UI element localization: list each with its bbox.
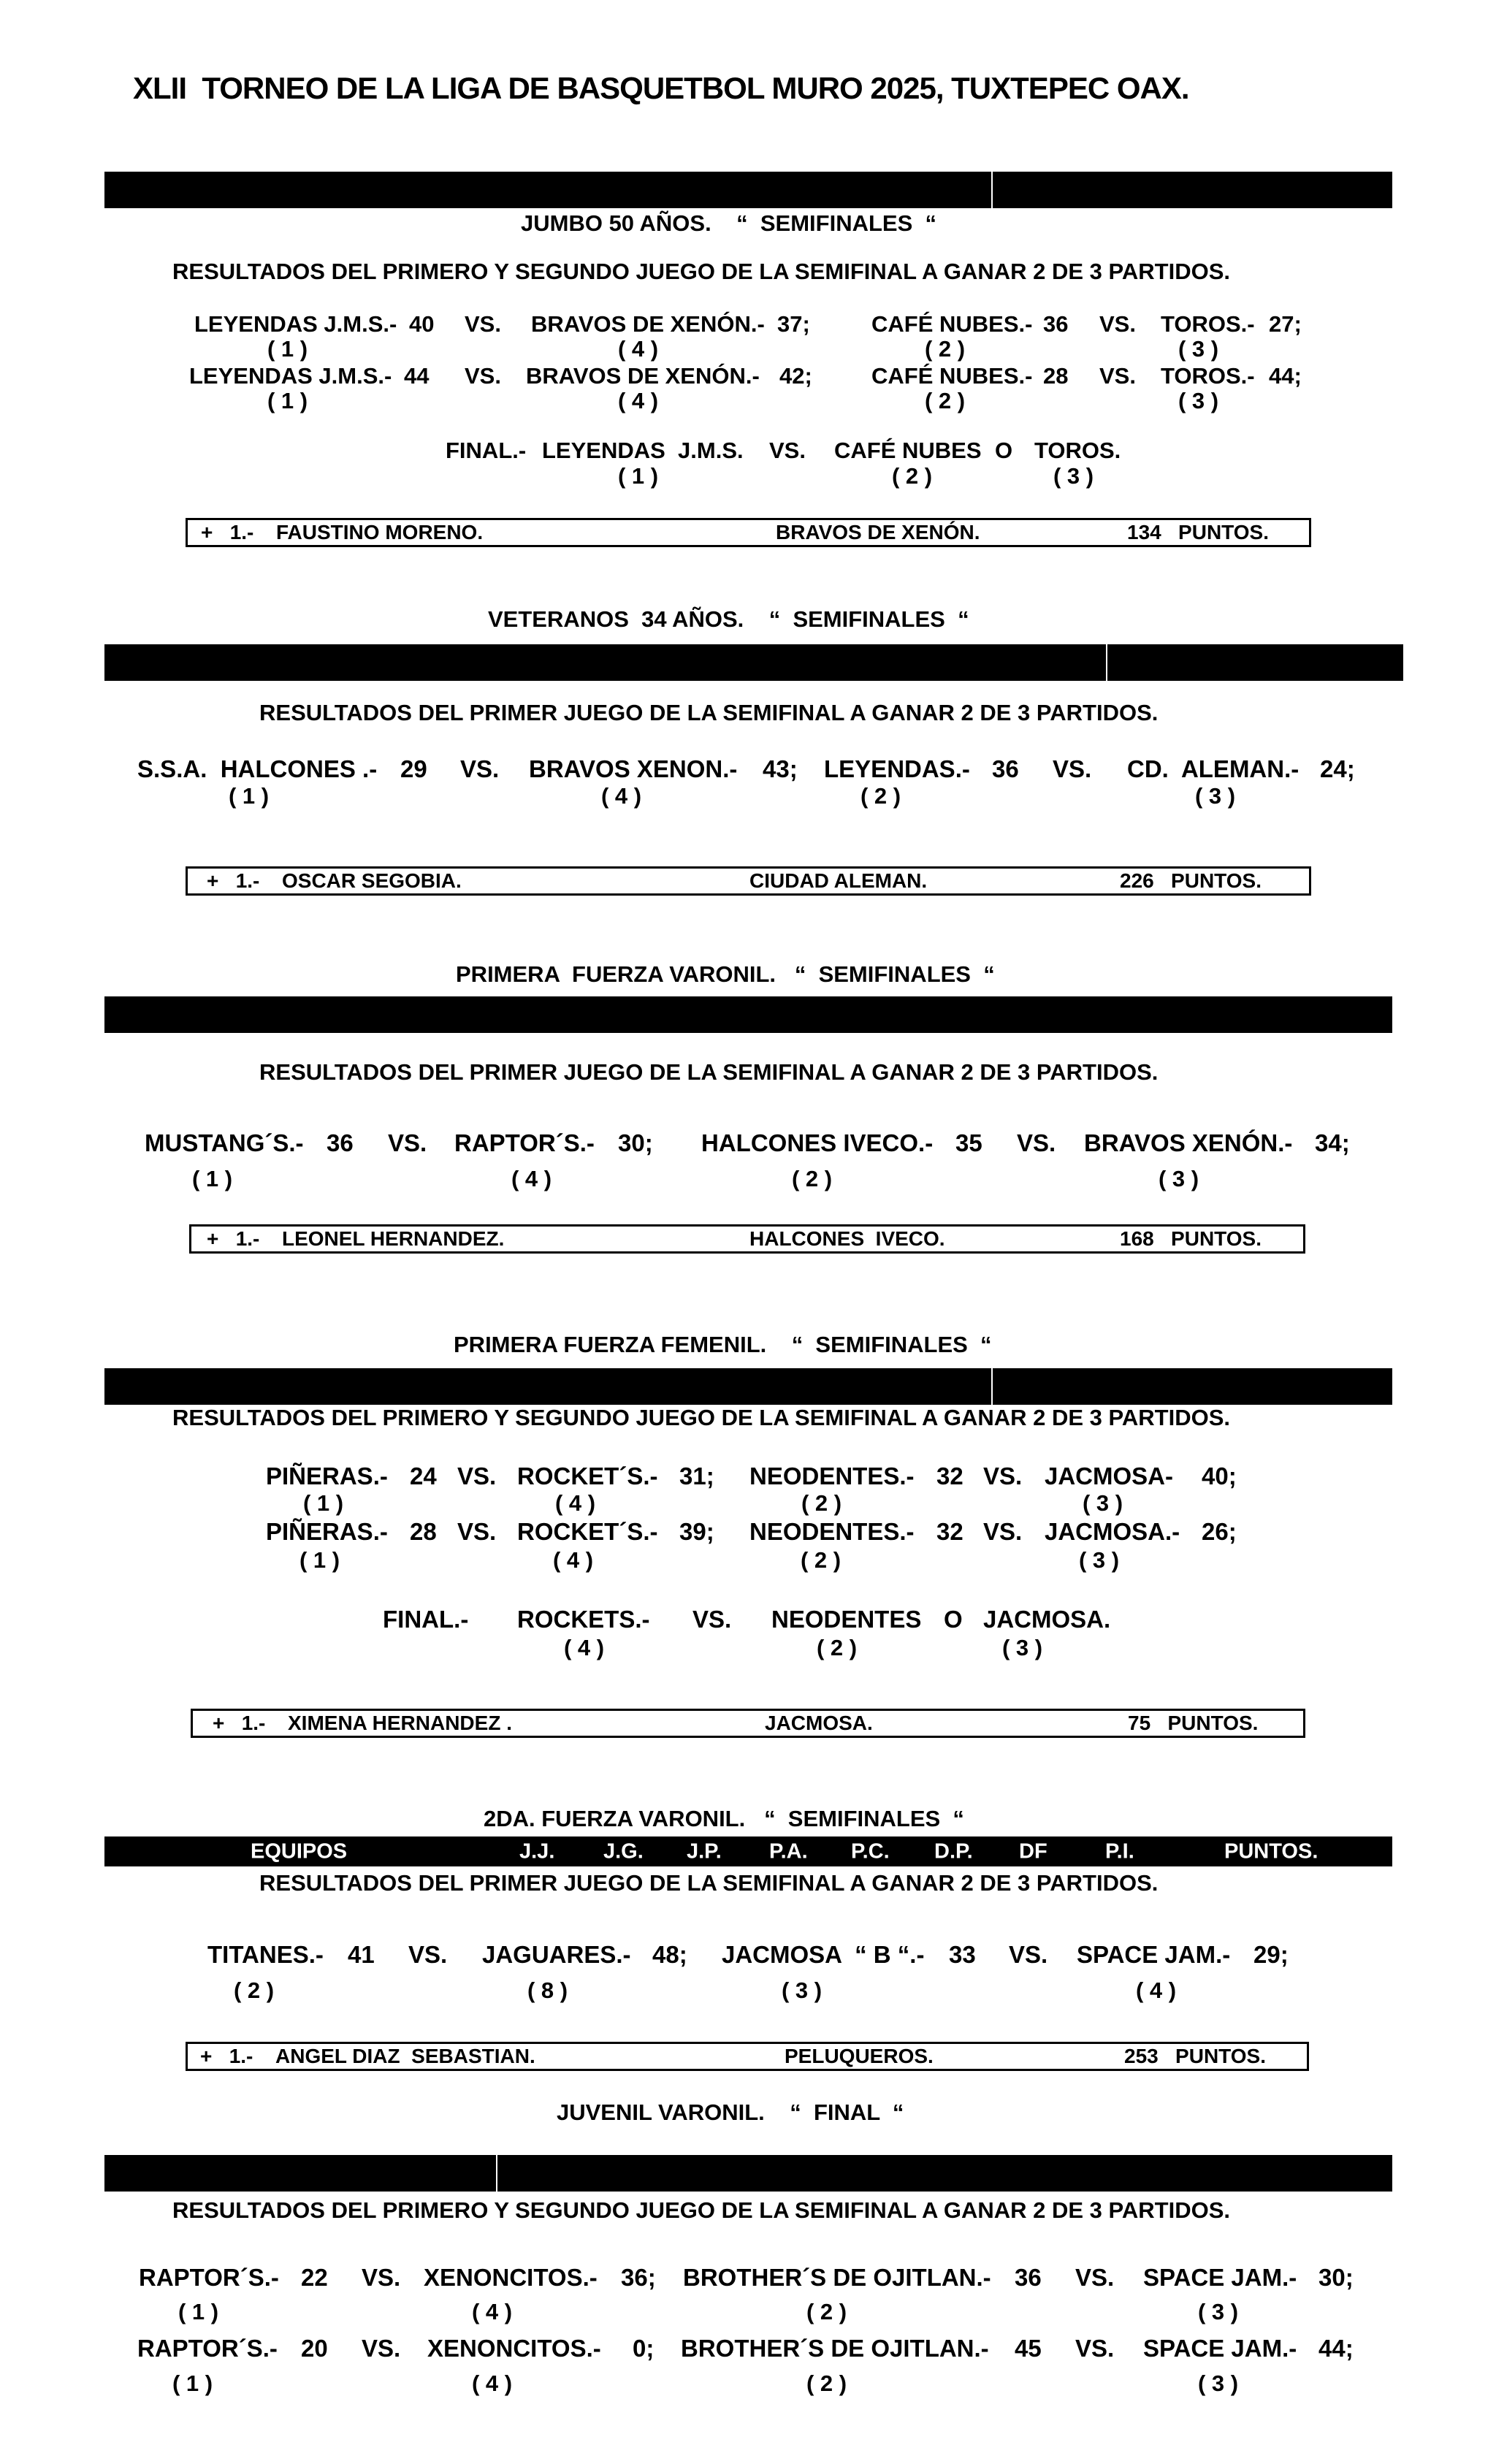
seed-label: ( 2 )	[860, 783, 901, 809]
column-header: DF	[1019, 1839, 1047, 1863]
seed-label: ( 3 )	[1002, 1635, 1043, 1660]
team-name: JACMOSA “ B “.-	[722, 1941, 925, 1968]
seed-label: ( 3 )	[782, 1977, 823, 2003]
seed-label: ( 1 )	[618, 463, 659, 489]
team-name: LEYENDAS J.M.S.	[542, 438, 744, 463]
team-name: CAFÉ NUBES	[834, 438, 982, 463]
team-name: SPACE JAM.-	[1143, 2335, 1297, 2362]
results-note: RESULTADOS DEL PRIMER JUEGO DE LA SEMIFINAL A GANAR 2 DE 3 PARTIDOS.	[259, 1059, 1159, 1085]
score: 40	[409, 311, 435, 337]
vs-label: VS.	[1099, 311, 1136, 337]
team-name: BROTHER´S DE OJITLAN.-	[681, 2335, 989, 2362]
scorer-rank: + 1.-	[213, 1712, 266, 1734]
team-name: CAFÉ NUBES.-	[871, 311, 1033, 337]
team-name: BRAVOS XENON.-	[529, 755, 738, 782]
team-name: S.S.A. HALCONES .-	[137, 755, 378, 782]
score: 22	[301, 2264, 328, 2291]
seed-label: ( 3 )	[1198, 2370, 1239, 2396]
team-name: SPACE JAM.-	[1143, 2264, 1297, 2291]
scorer-name: LEONEL HERNANDEZ.	[282, 1227, 505, 1250]
vs-label: VS.	[983, 1518, 1023, 1545]
score: 36;	[621, 2264, 656, 2291]
table-header-bar	[104, 996, 1392, 1033]
score: 45	[1015, 2335, 1042, 2362]
column-header: P.C.	[851, 1839, 890, 1863]
score: 35	[955, 1129, 982, 1156]
seed-label: ( 3 )	[1053, 463, 1094, 489]
seed-label: ( 2 )	[806, 2299, 847, 2324]
score: 36	[1043, 311, 1069, 337]
team-name: HALCONES IVECO.-	[701, 1129, 934, 1156]
or-label: O	[944, 1606, 963, 1633]
scorer-rank: + 1.-	[207, 869, 260, 892]
team-name: MUSTANG´S.-	[145, 1129, 304, 1156]
seed-label: ( 4 )	[1136, 1977, 1177, 2003]
seed-label: ( 1 )	[192, 1166, 233, 1191]
seed-label: ( 4 )	[564, 1635, 605, 1660]
team-name: BRAVOS DE XENÓN.-	[531, 311, 765, 337]
results-note: RESULTADOS DEL PRIMER JUEGO DE LA SEMIFINAL A GANAR 2 DE 3 PARTIDOS.	[259, 1870, 1159, 1896]
page-title: XLII TORNEO DE LA LIGA DE BASQUETBOL MURO 2025, TUXTEPEC OAX.	[133, 71, 1189, 105]
vs-label: VS.	[457, 1518, 497, 1545]
category-header: PRIMERA FUERZA FEMENIL. “ SEMIFINALES “	[454, 1332, 992, 1357]
top-scorer-box	[186, 2042, 1309, 2071]
team-name: PIÑERAS.-	[266, 1462, 388, 1490]
vs-label: VS.	[983, 1462, 1023, 1490]
column-header: EQUIPOS	[251, 1839, 348, 1863]
scorer-points: 168 PUNTOS.	[1120, 1227, 1262, 1250]
seed-label: ( 4 )	[618, 336, 659, 362]
results-note: RESULTADOS DEL PRIMERO Y SEGUNDO JUEGO DE LA SEMIFINAL A GANAR 2 DE 3 PARTIDOS.	[172, 2197, 1230, 2223]
table-header-bar	[104, 172, 1392, 208]
seed-label: ( 2 )	[234, 1977, 275, 2003]
vs-label: VS.	[769, 438, 806, 463]
vs-label: VS.	[460, 755, 500, 782]
seed-label: ( 2 )	[817, 1635, 858, 1660]
team-name: SPACE JAM.-	[1077, 1941, 1231, 1968]
seed-label: ( 1 )	[267, 388, 308, 413]
seed-label: ( 4 )	[618, 388, 659, 413]
seed-label: ( 3 )	[1178, 388, 1219, 413]
score: 33	[949, 1941, 976, 1968]
score: 20	[301, 2335, 328, 2362]
team-name: TOROS.-	[1161, 311, 1255, 337]
score: 44;	[1318, 2335, 1354, 2362]
seed-label: ( 2 )	[925, 388, 966, 413]
scorer-team: CIUDAD ALEMAN.	[749, 869, 928, 892]
score: 0;	[633, 2335, 654, 2362]
score: 40;	[1202, 1462, 1237, 1490]
vs-label: VS.	[362, 2264, 401, 2291]
score: 24	[410, 1462, 437, 1490]
seed-label: ( 4 )	[511, 1166, 552, 1191]
seed-label: ( 1 )	[299, 1547, 340, 1573]
vs-label: VS.	[408, 1941, 448, 1968]
column-header: P.I.	[1105, 1839, 1134, 1863]
score: 36	[992, 755, 1019, 782]
seed-label: ( 3 )	[1083, 1490, 1123, 1516]
seed-label: ( 1 )	[229, 783, 270, 809]
score: 42;	[779, 363, 812, 389]
results-note: RESULTADOS DEL PRIMER JUEGO DE LA SEMIFINAL A GANAR 2 DE 3 PARTIDOS.	[259, 700, 1159, 725]
team-name: NEODENTES	[771, 1606, 922, 1633]
final-label: FINAL.-	[383, 1606, 469, 1633]
team-name: XENONCITOS.-	[424, 2264, 598, 2291]
results-note: RESULTADOS DEL PRIMERO Y SEGUNDO JUEGO DE LA SEMIFINAL A GANAR 2 DE 3 PARTIDOS.	[172, 1405, 1230, 1430]
seed-label: ( 2 )	[801, 1490, 842, 1516]
score: 30;	[618, 1129, 653, 1156]
team-name: NEODENTES.-	[749, 1462, 915, 1490]
score: 44	[404, 363, 430, 389]
team-name: CAFÉ NUBES.-	[871, 363, 1033, 389]
table-header-bar	[104, 1368, 1392, 1405]
score: 34;	[1315, 1129, 1350, 1156]
score: 29	[400, 755, 427, 782]
score: 36	[1015, 2264, 1042, 2291]
team-name: NEODENTES.-	[749, 1518, 915, 1545]
score: 48;	[652, 1941, 687, 1968]
final-label: FINAL.-	[446, 438, 527, 463]
team-name: PIÑERAS.-	[266, 1518, 388, 1545]
vs-label: VS.	[465, 311, 501, 337]
team-name: JACMOSA.-	[1045, 1518, 1180, 1545]
seed-label: ( 2 )	[801, 1547, 842, 1573]
scorer-points: 226 PUNTOS.	[1120, 869, 1262, 892]
score: 26;	[1202, 1518, 1237, 1545]
results-note: RESULTADOS DEL PRIMERO Y SEGUNDO JUEGO DE LA SEMIFINAL A GANAR 2 DE 3 PARTIDOS.	[172, 259, 1230, 284]
top-scorer-box	[186, 866, 1311, 896]
vs-label: VS.	[1075, 2335, 1115, 2362]
team-name: TITANES.-	[207, 1941, 324, 1968]
vs-label: VS.	[1053, 755, 1092, 782]
seed-label: ( 1 )	[267, 336, 308, 362]
team-name: TOROS.	[1034, 438, 1121, 463]
top-scorer-box	[191, 1709, 1305, 1738]
standings-header-bar	[104, 1836, 1392, 1866]
team-name: JACMOSA.	[983, 1606, 1111, 1633]
vs-label: VS.	[1099, 363, 1136, 389]
seed-label: ( 8 )	[527, 1977, 568, 2003]
score: 30;	[1318, 2264, 1354, 2291]
score: 36	[327, 1129, 354, 1156]
team-name: LEYENDAS J.M.S.-	[194, 311, 397, 337]
seed-label: ( 4 )	[553, 1547, 594, 1573]
seed-label: ( 2 )	[792, 1166, 833, 1191]
scorer-team: BRAVOS DE XENÓN.	[776, 521, 980, 543]
score: 31;	[679, 1462, 714, 1490]
column-header: PUNTOS.	[1224, 1839, 1318, 1863]
column-header: P.A.	[769, 1839, 808, 1863]
score: 39;	[679, 1518, 714, 1545]
top-scorer-box	[189, 1224, 1305, 1254]
team-name: RAPTOR´S.-	[137, 2335, 278, 2362]
table-header-bar	[104, 644, 1403, 681]
seed-label: ( 1 )	[178, 2299, 219, 2324]
or-label: O	[995, 438, 1013, 463]
table-header-bar	[104, 2155, 1392, 2192]
vs-label: VS.	[1017, 1129, 1056, 1156]
team-name: ROCKET´S.-	[517, 1462, 658, 1490]
category-header: JUMBO 50 AÑOS. “ SEMIFINALES “	[521, 210, 936, 236]
score: 43;	[763, 755, 798, 782]
scorer-rank: + 1.-	[201, 521, 254, 543]
scorer-name: ANGEL DIAZ SEBASTIAN.	[275, 2045, 535, 2067]
team-name: RAPTOR´S.-	[454, 1129, 595, 1156]
team-name: ROCKETS.-	[517, 1606, 650, 1633]
score: 37;	[777, 311, 810, 337]
score: 28	[410, 1518, 437, 1545]
vs-label: VS.	[1075, 2264, 1115, 2291]
vs-label: VS.	[362, 2335, 401, 2362]
team-name: ROCKET´S.-	[517, 1518, 658, 1545]
team-name: RAPTOR´S.-	[139, 2264, 279, 2291]
seed-label: ( 3 )	[1198, 2299, 1239, 2324]
scorer-name: XIMENA HERNANDEZ .	[288, 1712, 512, 1734]
seed-label: ( 3 )	[1178, 336, 1219, 362]
team-name: LEYENDAS J.M.S.-	[189, 363, 392, 389]
team-name: JACMOSA-	[1045, 1462, 1174, 1490]
vs-label: VS.	[1009, 1941, 1048, 1968]
seed-label: ( 3 )	[1079, 1547, 1120, 1573]
seed-label: ( 2 )	[925, 336, 966, 362]
column-header: J.G.	[603, 1839, 644, 1863]
scorer-points: 253 PUNTOS.	[1124, 2045, 1267, 2067]
column-header: J.J.	[519, 1839, 555, 1863]
score: 32	[936, 1462, 963, 1490]
score: 24;	[1320, 755, 1355, 782]
scorer-points: 134 PUNTOS.	[1127, 521, 1270, 543]
scorer-rank: + 1.-	[200, 2045, 253, 2067]
seed-label: ( 1 )	[172, 2370, 213, 2396]
vs-label: VS.	[465, 363, 501, 389]
score: 29;	[1253, 1941, 1289, 1968]
seed-label: ( 3 )	[1195, 783, 1236, 809]
category-header: 2DA. FUERZA VARONIL. “ SEMIFINALES “	[484, 1806, 964, 1831]
vs-label: VS.	[388, 1129, 427, 1156]
scorer-team: HALCONES IVECO.	[749, 1227, 945, 1250]
seed-label: ( 1 )	[303, 1490, 344, 1516]
team-name: XENONCITOS.-	[427, 2335, 601, 2362]
seed-label: ( 3 )	[1159, 1166, 1199, 1191]
column-header: J.P.	[687, 1839, 722, 1863]
scorer-team: PELUQUEROS.	[785, 2045, 934, 2067]
team-name: TOROS.-	[1161, 363, 1255, 389]
column-header: D.P.	[934, 1839, 973, 1863]
seed-label: ( 4 )	[555, 1490, 596, 1516]
team-name: BROTHER´S DE OJITLAN.-	[683, 2264, 991, 2291]
seed-label: ( 4 )	[601, 783, 642, 809]
score: 27;	[1269, 311, 1302, 337]
category-header: PRIMERA FUERZA VARONIL. “ SEMIFINALES “	[456, 961, 995, 987]
seed-label: ( 2 )	[892, 463, 933, 489]
team-name: CD. ALEMAN.-	[1127, 755, 1300, 782]
score: 32	[936, 1518, 963, 1545]
team-name: BRAVOS XENÓN.-	[1084, 1129, 1293, 1156]
seed-label: ( 4 )	[472, 2370, 513, 2396]
scorer-name: FAUSTINO MORENO.	[276, 521, 484, 543]
category-header: JUVENIL VARONIL. “ FINAL “	[557, 2099, 904, 2125]
seed-label: ( 4 )	[472, 2299, 513, 2324]
category-header: VETERANOS 34 AÑOS. “ SEMIFINALES “	[488, 606, 969, 632]
team-name: LEYENDAS.-	[824, 755, 970, 782]
team-name: JAGUARES.-	[482, 1941, 631, 1968]
scorer-team: JACMOSA.	[765, 1712, 873, 1734]
score: 41	[348, 1941, 375, 1968]
team-name: BRAVOS DE XENÓN.-	[526, 363, 760, 389]
scorer-points: 75 PUNTOS.	[1128, 1712, 1259, 1734]
score: 44;	[1269, 363, 1302, 389]
scorer-rank: + 1.-	[207, 1227, 260, 1250]
vs-label: VS.	[457, 1462, 497, 1490]
top-scorer-box	[186, 518, 1311, 547]
score: 28	[1043, 363, 1069, 389]
scorer-name: OSCAR SEGOBIA.	[282, 869, 462, 892]
seed-label: ( 2 )	[806, 2370, 847, 2396]
vs-label: VS.	[692, 1606, 732, 1633]
